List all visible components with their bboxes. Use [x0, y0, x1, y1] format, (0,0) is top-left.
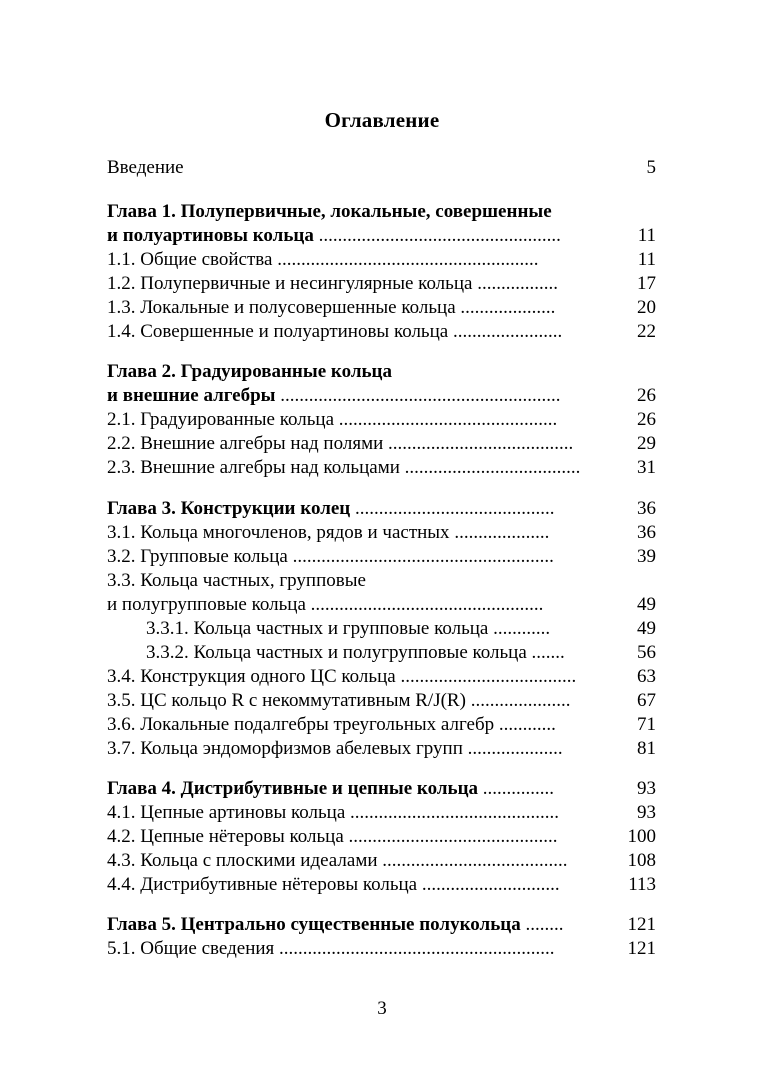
toc-entry-title: Глава 1. Полупервичные, локальные, совершенные	[107, 201, 552, 222]
toc-leader-dots: ............................................	[343, 826, 558, 847]
toc-leader-dots: ....................	[462, 738, 563, 759]
toc-entry-page: 67	[637, 690, 656, 711]
toc-entry-title: 4.3. Кольца с плоскими идеалами	[107, 850, 378, 871]
toc-entry-page: 36	[637, 522, 656, 543]
toc-entry-title: 3.7. Кольца эндоморфизмов абелевых групп	[107, 738, 463, 759]
toc-entry	[107, 825, 558, 849]
toc-entry-page: 20	[637, 297, 656, 318]
toc-leader-dots: .....................................	[395, 666, 577, 687]
toc-entry-page: 121	[627, 938, 656, 959]
toc-entry	[107, 777, 554, 801]
toc-leader-dots: ...........................................................	[275, 385, 561, 406]
toc-entry	[107, 432, 573, 456]
toc-leader-dots: .......................................	[377, 850, 568, 871]
toc-entry	[107, 665, 576, 689]
toc-entry-page: 29	[637, 433, 656, 454]
toc-entry	[107, 408, 557, 432]
toc-entry	[107, 593, 543, 617]
toc-leader-dots: ............	[488, 618, 551, 639]
toc-leader-dots: .....................................	[399, 457, 581, 478]
toc-entry-title: 3.6. Локальные подалгебры треугольных алгебр	[107, 714, 495, 735]
toc-entry-title: 1.1. Общие свойства	[107, 249, 273, 270]
toc-entry	[107, 737, 563, 761]
toc-entry	[107, 937, 555, 961]
toc-entry-title: 4.4. Дистрибутивные нётеровы кольца	[107, 874, 418, 895]
toc-entry-page: 108	[627, 850, 656, 871]
toc-entry	[107, 200, 552, 224]
toc-entry-title: 4.2. Цепные нётеровы кольца	[107, 826, 344, 847]
toc-entry-page: 63	[637, 666, 656, 687]
toc-leader-dots: ..............................................	[334, 409, 558, 430]
toc-entry	[107, 320, 562, 344]
toc-leader-dots: .......................	[448, 321, 563, 342]
toc-leader-dots: .....................	[465, 690, 571, 711]
toc-leader-dots: ........	[520, 914, 564, 935]
toc-entry-page	[596, 569, 656, 593]
toc-entry-page: 49	[637, 594, 656, 615]
toc-entry-page: 17	[637, 273, 656, 294]
toc-entry-page: 22	[637, 321, 656, 342]
toc-leader-dots: ....................	[455, 297, 556, 318]
toc-entry-title: 5.1. Общие сведения	[107, 938, 275, 959]
toc-entry-title: 3.3. Кольца частных, групповые	[107, 570, 366, 591]
toc-entry-page	[596, 200, 656, 224]
toc-leader-dots: .................................................	[305, 594, 544, 615]
toc-leader-dots: .......	[526, 642, 565, 663]
toc-entry-title: 3.2. Групповые кольца	[107, 546, 288, 567]
toc-leader-dots: ..........................................	[350, 498, 555, 519]
toc-entry-page: 26	[637, 409, 656, 430]
toc-entry-title: 4.1. Цепные артиновы кольца	[107, 802, 346, 823]
toc-entry-page: 100	[627, 826, 656, 847]
toc-entry	[107, 156, 184, 180]
toc-entry	[107, 224, 561, 248]
toc-entry-title: и полугрупповые кольца	[107, 594, 306, 615]
page-number: 3	[377, 998, 387, 1019]
toc-entry	[146, 617, 550, 641]
toc-entry	[107, 545, 554, 569]
toc-leader-dots: .......................................................	[287, 546, 554, 567]
toc-entry-title: 3.4. Конструкция одного ЦС кольца	[107, 666, 396, 687]
toc-entry	[107, 713, 556, 737]
toc-entry	[107, 248, 538, 272]
toc-entry-page: 56	[637, 642, 656, 663]
toc-entry	[107, 456, 580, 480]
toc-leader-dots: ...................................................	[313, 225, 561, 246]
toc-leader-dots: .............................	[417, 874, 560, 895]
toc-entry	[107, 801, 559, 825]
toc-entry	[107, 913, 563, 937]
toc-entry-title: 2.1. Градуированные кольца	[107, 409, 335, 430]
toc-entry	[107, 569, 366, 593]
toc-entry-page: 36	[637, 498, 656, 519]
toc-leader-dots: .......................................................	[272, 249, 539, 270]
toc-entry-title: 1.3. Локальные и полусовершенные кольца	[107, 297, 456, 318]
toc-entry-title: 3.5. ЦС кольцо R с некоммутативным R/J(R)	[107, 690, 466, 711]
toc-entry	[107, 873, 560, 897]
toc-entry-page: 26	[637, 385, 656, 406]
toc-entry-title: 1.4. Совершенные и полуартиновы кольца	[107, 321, 449, 342]
toc-entry-title: Введение	[107, 157, 184, 178]
toc-entry-title: 3.3.1. Кольца частных и групповые кольца	[146, 618, 489, 639]
toc-entry-page: 11	[637, 225, 656, 246]
toc-entry-page: 113	[628, 874, 656, 895]
toc-leader-dots: ...............	[478, 778, 555, 799]
toc-entry-page: 81	[637, 738, 656, 759]
toc-entry-title: и полуартиновы кольца	[107, 225, 314, 246]
toc-leader-dots: ............	[494, 714, 556, 735]
toc-entry-title: 1.2. Полупервичные и несингулярные кольца	[107, 273, 473, 294]
toc-entry-title: Глава 3. Конструкции колец	[107, 498, 351, 519]
toc-entry	[146, 641, 565, 665]
toc-entry-page: 39	[637, 546, 656, 567]
toc-entry	[107, 296, 555, 320]
page-title: Оглавление	[324, 108, 440, 132]
toc-entry	[107, 272, 558, 296]
toc-entry	[107, 497, 554, 521]
toc-entry-page: 11	[637, 249, 656, 270]
toc-entry	[107, 849, 568, 873]
toc-entry	[107, 360, 392, 384]
toc-entry-page: 121	[627, 914, 656, 935]
toc-entry-title: 2.3. Внешние алгебры над кольцами	[107, 457, 400, 478]
toc-entry-page: 71	[637, 714, 656, 735]
toc-entry-page: 5	[646, 157, 656, 178]
toc-entry-title: 3.3.2. Кольца частных и полугрупповые кольца	[146, 642, 527, 663]
toc-leader-dots: ............................................	[345, 802, 560, 823]
toc-entry	[107, 384, 561, 408]
toc-entry-page: 93	[637, 778, 656, 799]
toc-leader-dots: ....................	[449, 522, 550, 543]
toc-entry-title: 2.2. Внешние алгебры над полями	[107, 433, 384, 454]
toc-entry-title: 3.1. Кольца многочленов, рядов и частных	[107, 522, 450, 543]
toc-entry-title: Глава 4. Дистрибутивные и цепные кольца	[107, 778, 479, 799]
toc-entry-page	[596, 360, 656, 384]
toc-entry-title: Глава 5. Центрально существенные полукольца	[107, 914, 521, 935]
toc-entry	[107, 521, 549, 545]
toc-entry-page: 49	[637, 618, 656, 639]
toc-entry	[107, 689, 570, 713]
toc-leader-dots: .......................................	[383, 433, 574, 454]
toc-entry-title: Глава 2. Градуированные кольца	[107, 361, 392, 382]
toc-entry-page: 93	[637, 802, 656, 823]
toc-leader-dots: .................	[472, 273, 558, 294]
toc-entry-page: 31	[637, 457, 656, 478]
toc-entry-title: и внешние алгебры	[107, 385, 276, 406]
toc-leader-dots: ..........................................................	[274, 938, 555, 959]
